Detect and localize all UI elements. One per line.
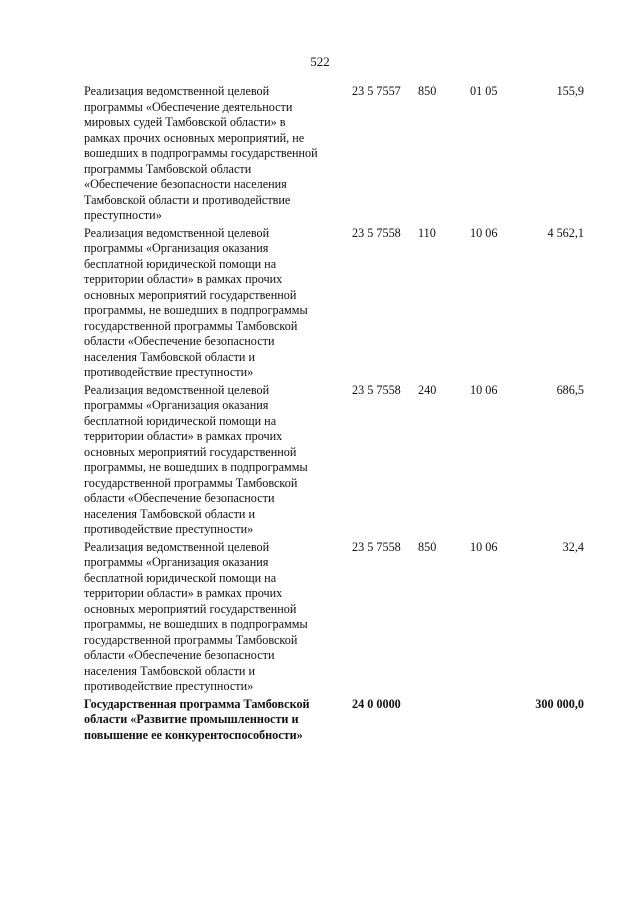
table-row-program-total [84, 697, 584, 744]
target-article-code: 23 5 7558 [352, 382, 401, 397]
section-code: 10 06 [470, 382, 498, 397]
program-title: Государственная программа Тамбовской области «Развитие промышленности и повышение ее конкурентоспособности» [84, 696, 310, 742]
table-row [84, 226, 584, 381]
expense-type-code: 110 [418, 225, 436, 240]
table-row [84, 383, 584, 538]
section-code: 01 05 [470, 84, 498, 98]
target-article-code: 23 5 7558 [352, 539, 401, 554]
amount: 155,9 [556, 84, 584, 98]
target-article-code: 23 5 7558 [352, 225, 401, 240]
row-description: Реализация ведомственной целевой программы «Организация оказания бесплатной юридической помощи на территории области» в рамках прочих основных мероприятий государственной программы, не вошедших в подпрограммы государственной программы Тамбовской области «Обеспечение безопасности населения Тамбовской области и противодействие преступности» [84, 225, 308, 379]
row-description: Реализация ведомственной целевой программы «Организация оказания бесплатной юридической помощи на территории области» в рамках прочих основных мероприятий государственной программы, не вошедших в подпрограммы государственной программы Тамбовской области «Обеспечение безопасности населения Тамбовской области и противодействие преступности» [84, 539, 308, 693]
row-description: Реализация ведомственной целевой программы «Обеспечение деятельности мировых судей Тамбовской области» в рамках прочих основных мероприятий, не вошедших в подпрограммы государственной программы Тамбовской области «Обеспечение безопасности населения Тамбовской области и противодействие преступности» [84, 84, 318, 222]
row-description: Реализация ведомственной целевой программы «Организация оказания бесплатной юридической помощи на территории области» в рамках прочих основных мероприятий государственной программы, не вошедших в подпрограммы государственной программы Тамбовской области «Обеспечение безопасности населения Тамбовской области и противодействие преступности» [84, 382, 308, 536]
table-row [84, 84, 584, 224]
target-article-code: 23 5 7557 [352, 84, 401, 98]
budget-table [84, 84, 584, 745]
target-article-code: 24 0 0000 [352, 696, 401, 711]
amount: 300 000,0 [535, 696, 584, 711]
expense-type-code: 850 [418, 539, 437, 554]
amount: 4 562,1 [547, 225, 584, 240]
page-number: 522 [310, 54, 330, 69]
table-row [84, 540, 584, 695]
amount: 32,4 [562, 539, 584, 554]
amount: 686,5 [556, 382, 584, 397]
expense-type-code: 240 [418, 382, 437, 397]
expense-type-code: 850 [418, 84, 437, 98]
section-code: 10 06 [470, 225, 498, 240]
section-code: 10 06 [470, 539, 498, 554]
